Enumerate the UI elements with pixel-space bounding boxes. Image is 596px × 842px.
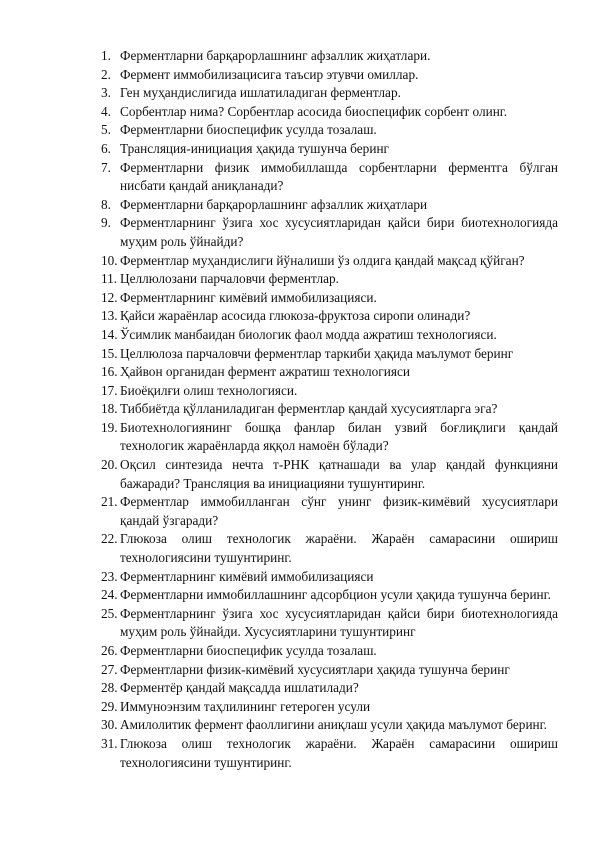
item-number: 11. [101, 271, 118, 287]
item-text: Фермент иммобилизацисига таъсир этувчи омиллар. [120, 66, 419, 82]
list-item [0, 196, 596, 215]
item-number: 9. [101, 215, 111, 231]
item-number: 15. [101, 345, 118, 361]
item-text: Ферментлар иммобилланган сўнг унинг физик-кимёвий хусусиятлари қандай ўзгаради? [120, 494, 558, 528]
list-item [0, 252, 596, 271]
list-item [0, 270, 596, 289]
item-number: 7. [101, 159, 111, 175]
list-item [0, 47, 596, 66]
item-text: Ферментларнинг кимёвий иммобилизацияси. [120, 289, 377, 305]
item-number: 4. [101, 103, 111, 119]
item-text: Ферментларни физик-кимёвий хусусиятлари ҳақида тушунча беринг [120, 661, 510, 677]
list-item [0, 345, 596, 364]
item-text: Ферментларни биоспецифик усулда тозалаш. [120, 122, 377, 138]
item-text: Глюкоза олиш технологик жараёни. Жараён самарасини ошириш технологиясини тушунтиринг. [120, 531, 558, 566]
item-number: 12. [101, 289, 118, 305]
list-item [0, 140, 596, 159]
item-text: Ферментларнинг ўзига хос хусусиятларидан қайси бири биотехнологияда муҳим роль ўйнайди. Хусусиятларини тушунтиринг [120, 605, 558, 640]
item-text: Ген муҳандислигида ишлатиладиган ферментлар. [120, 85, 401, 101]
item-number: 19. [101, 419, 118, 435]
list-item [0, 679, 596, 698]
item-text: Ферментларнинг ўзига хос хусусиятларидан қайси бири биотехнологияда муҳим роль ўйнайди? [120, 215, 558, 249]
list-item [0, 121, 596, 140]
item-text: Ферментёр қандай мақсадда ишлатилади? [120, 680, 359, 696]
item-text: Ферментларнинг кимёвий иммобилизацияси [120, 568, 374, 584]
list-item [0, 307, 596, 326]
item-number: 14. [101, 326, 118, 342]
item-text: Қайси жараёнлар асосида глюкоза-фруктоза сиропи олинади? [120, 308, 471, 324]
item-number: 21. [101, 494, 118, 510]
item-text: Биотехнологиянинг бошқа фанлар билан узвий боғлиқлиги қандай технологик жараёнларда яққол намоён бўлади? [120, 419, 558, 454]
item-text: Ферментларни барқарорлашнинг афзаллик жиҳатлари [120, 196, 428, 212]
item-number: 10. [101, 252, 118, 268]
item-number: 20. [101, 457, 118, 473]
list-item [0, 289, 596, 308]
list-item [0, 103, 596, 122]
item-text: Ферментларни биоспецифик усулда тозалаш. [120, 643, 377, 658]
item-text: Амилолитик фермент фаоллигини аниқлаш усули ҳақида маълумот беринг. [120, 717, 547, 733]
list-item [0, 419, 596, 456]
item-number: 17. [101, 382, 118, 398]
item-number: 27. [101, 661, 118, 677]
item-text: Биоёқилғи олиш технологияси. [120, 382, 298, 398]
item-number: 29. [101, 698, 118, 714]
list-item [0, 716, 596, 735]
item-number: 26. [101, 643, 118, 658]
list-item [0, 605, 596, 642]
item-number: 24. [101, 587, 118, 603]
item-number: 25. [101, 605, 118, 621]
list-item [0, 400, 596, 419]
item-text: Иммуноэнзим таҳлилининг гетероген усули [120, 698, 371, 714]
item-text: Ферментларни иммобиллашнинг адсорбцион усули ҳақида тушунча беринг. [120, 587, 551, 603]
item-number: 5. [101, 122, 111, 138]
list-item [0, 642, 596, 661]
item-number: 31. [101, 735, 118, 751]
item-number: 6. [101, 140, 111, 156]
list-item [0, 382, 596, 401]
item-text: Оқсил синтезида нечта т-РНК қатнашади ва улар қандай функцияни бажаради? Трансляция ва инициацияни тушунтиринг. [120, 457, 558, 491]
list-item [0, 326, 596, 345]
item-number: 30. [101, 717, 118, 733]
list-item [0, 698, 596, 717]
item-text: Ўсимлик манбаидан биологик фаол модда ажратиш технологияси. [120, 326, 497, 342]
item-number: 16. [101, 364, 118, 380]
item-text: Ферментларни физик иммобиллашда сорбентларни ферментга бўлган нисбати қандай аниқланади? [120, 159, 558, 194]
list-item [0, 735, 596, 772]
list-item [0, 66, 596, 85]
item-text: Целлюлоза парчаловчи ферментлар таркиби ҳақида маълумот беринг [120, 345, 514, 361]
list-item [0, 586, 596, 605]
item-number: 23. [101, 568, 118, 584]
item-text: Трансляция-инициация ҳақида тушунча беринг [120, 140, 390, 156]
question-list [0, 47, 596, 772]
list-item [0, 661, 596, 680]
list-item [0, 159, 596, 196]
list-item [0, 456, 596, 493]
item-number: 1. [101, 48, 111, 63]
list-item [0, 214, 596, 251]
list-item [0, 493, 596, 530]
item-text: Ферментлар муҳандислиги йўналиши ўз олдига қандай мақсад қўйган? [120, 252, 525, 268]
item-number: 28. [101, 680, 118, 696]
item-number: 13. [101, 308, 118, 324]
item-number: 2. [101, 66, 111, 82]
item-text: Целлюлозани парчаловчи ферментлар. [120, 271, 339, 287]
item-text: Ҳайвон органидан фермент ажратиш технологияси [120, 364, 410, 380]
item-text: Глюкоза олиш технологик жараёни. Жараён самарасини ошириш технологиясини тушунтиринг. [120, 735, 558, 770]
item-text: Ферментларни барқарорлашнинг афзаллик жиҳатлари. [120, 48, 431, 63]
item-text: Сорбентлар нима? Сорбентлар асосида биоспецифик сорбент олинг. [120, 103, 508, 119]
list-item [0, 568, 596, 587]
list-item [0, 363, 596, 382]
list-item [0, 530, 596, 567]
list-item [0, 84, 596, 103]
item-number: 8. [101, 196, 111, 212]
item-text: Тиббиётда қўлланиладиган ферментлар қандай хусусиятларга эга? [120, 401, 498, 417]
item-number: 22. [101, 531, 118, 547]
item-number: 18. [101, 401, 118, 417]
item-number: 3. [101, 85, 111, 101]
